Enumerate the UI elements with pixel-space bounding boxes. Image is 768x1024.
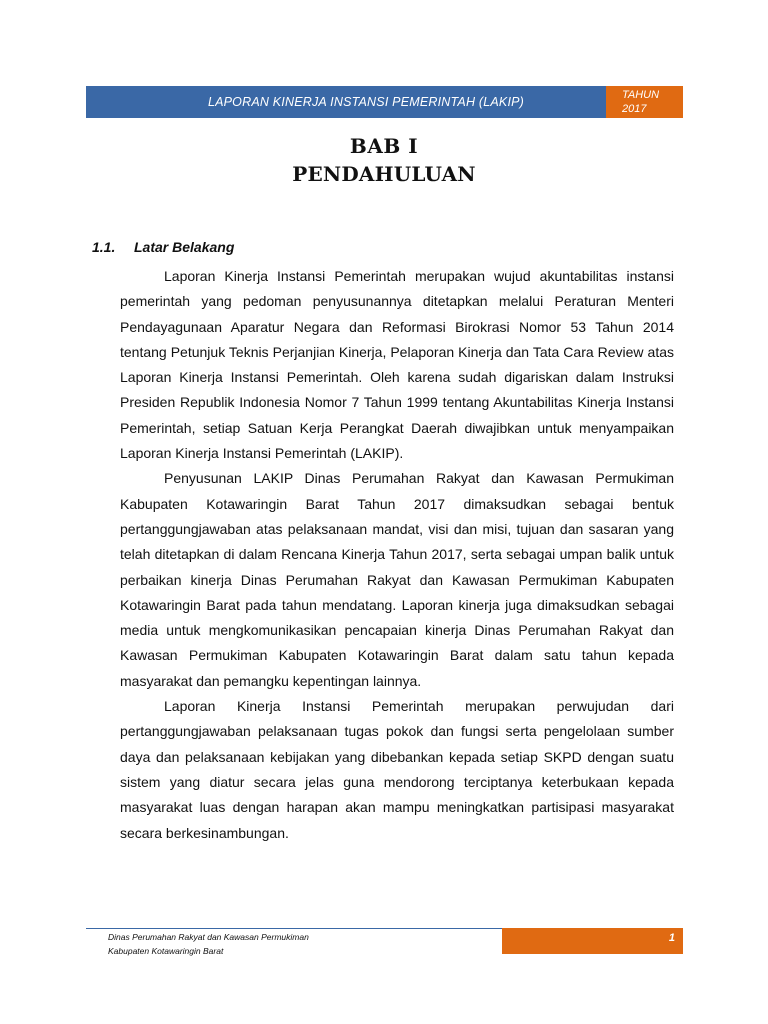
body-text <box>120 264 674 846</box>
page-number-badge <box>502 928 683 954</box>
footer-agency-line2: Kabupaten Kotawaringin Barat <box>108 946 224 956</box>
section-number: 1.1. <box>92 239 116 255</box>
year-value: 2017 <box>622 103 647 115</box>
section-title: Latar Belakang <box>134 239 235 255</box>
report-year-badge <box>606 86 683 118</box>
footer-divider <box>86 928 502 929</box>
chapter-title: PENDAHULUAN <box>292 162 476 186</box>
year-label: TAHUN <box>622 89 660 101</box>
chapter-heading <box>0 132 768 188</box>
paragraph-1: Laporan Kinerja Instansi Pemerintah merupakan wujud akuntabilitas instansi pemerintah yang pedoman penyusunannya ditetapkan melalui Peraturan Menteri Pendayagunaan Aparatur Negara dan Reformasi Birokrasi Nomor 53 Tahun 2014 tentang Petunjuk Teknis Perjanjian Kinerja, Pelaporan Kinerja dan Tata Cara Review atas Laporan Kinerja Instansi Pemerintah. Oleh karena sudah digariskan dalam Instruksi Presiden Republik Indonesia Nomor 7 Tahun 1999 tentang Akuntabilitas Kinerja Instansi Pemerintah, setiap Satuan Kerja Perangkat Daerah diwajibkan untuk menyampaikan Laporan Kinerja Instansi Pemerintah (LAKIP). <box>120 268 674 462</box>
report-header-title: LAPORAN KINERJA INSTANSI PEMERINTAH (LAKIP) <box>207 95 525 109</box>
report-header-bar <box>86 86 606 118</box>
footer-agency-line1: Dinas Perumahan Rakyat dan Kawasan Permukiman <box>108 932 309 942</box>
chapter-number: BAB I <box>349 134 419 158</box>
page-number: 1 <box>668 932 675 944</box>
footer-agency <box>108 930 309 958</box>
paragraph-3: Laporan Kinerja Instansi Pemerintah merupakan perwujudan dari pertanggungjawaban pelaksanaan tugas pokok dan fungsi serta pengelolaan sumber daya dan pelaksanaan kebijakan yang dibebankan kepada setiap SKPD dengan suatu sistem yang diatur secara jelas guna mendorong terciptanya keterbukaan kepada masyarakat luas dengan harapan akan mampu meningkatkan partisipasi masyarakat secara berkesinambungan. <box>120 698 674 841</box>
paragraph-2: Penyusunan LAKIP Dinas Perumahan Rakyat dan Kawasan Permukiman Kabupaten Kotawaringin Barat Tahun 2017 dimaksudkan sebagai bentuk pertanggungjawaban atas pelaksanaan mandat, visi dan misi, tujuan dan sasaran yang telah ditetapkan di dalam Rencana Kinerja Tahun 2017, serta sebagai umpan balik untuk perbaikan kinerja Dinas Perumahan Rakyat dan Kawasan Permukiman Kabupaten Kotawaringin Barat pada tahun mendatang. Laporan kinerja juga dimaksudkan sebagai media untuk mengkomunikasikan pencapaian kinerja Dinas Perumahan Rakyat dan Kawasan Permukiman Kabupaten Kotawaringin Barat dalam satu tahun kepada masyarakat dan pemangku kepentingan lainnya. <box>120 470 674 689</box>
section-heading <box>92 239 234 255</box>
